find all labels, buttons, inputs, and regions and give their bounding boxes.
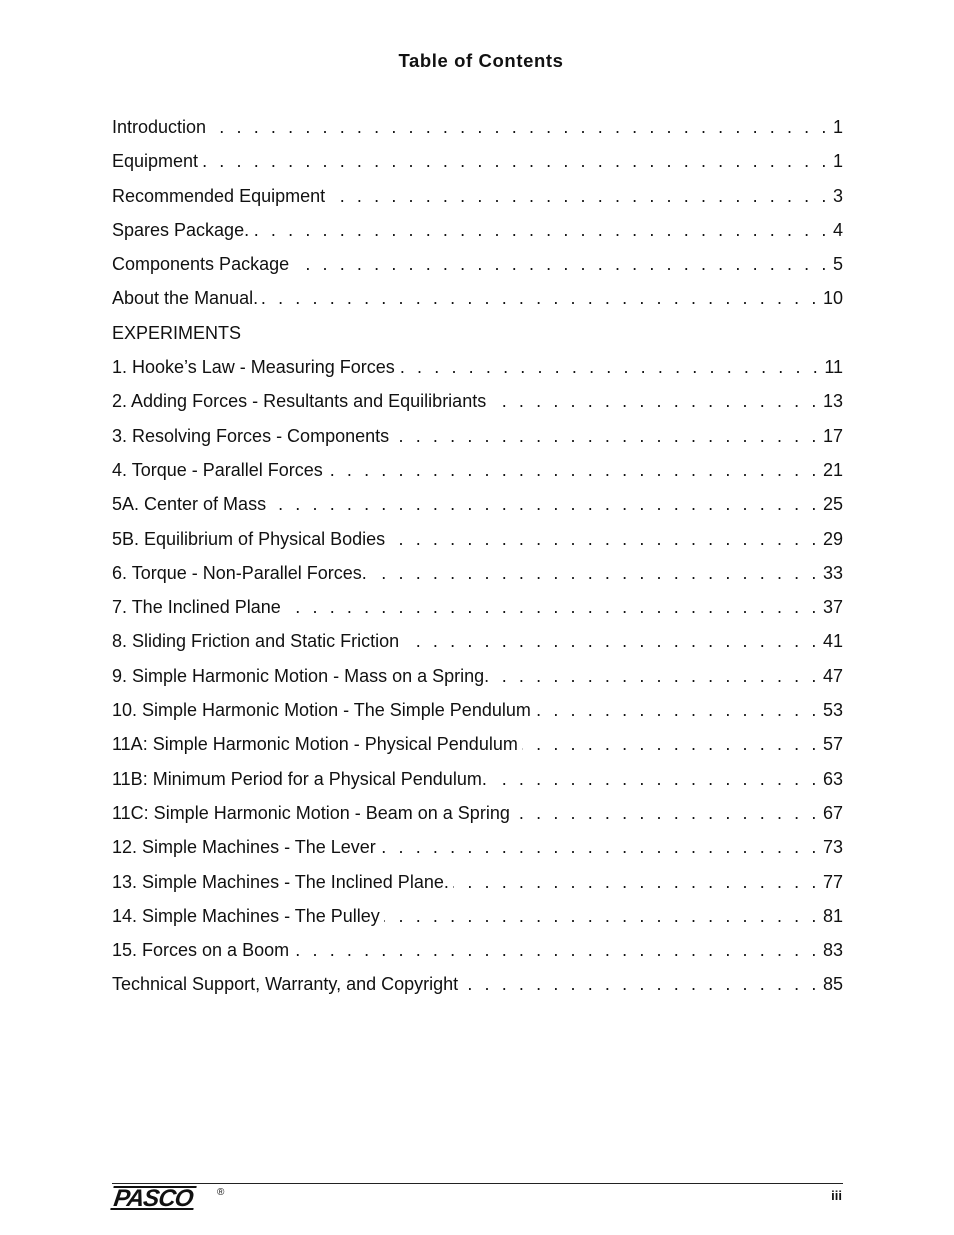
toc-dot-leader (329, 179, 830, 213)
toc-entry (112, 144, 843, 178)
toc-entry (112, 796, 843, 830)
toc-entry (112, 967, 843, 1001)
toc-entry (112, 624, 843, 658)
toc-entry-page: 1 (832, 151, 843, 172)
toc-dot-leader (393, 419, 820, 453)
toc-entry (112, 522, 843, 556)
toc-dot-leader (535, 693, 820, 727)
toc-dot-leader (371, 556, 820, 590)
toc-entry-page: 85 (822, 974, 843, 995)
toc-entry (112, 659, 843, 693)
toc-entry (112, 179, 843, 213)
toc-section-heading (112, 316, 843, 350)
toc-entry-page: 81 (822, 905, 843, 926)
toc-entry (112, 487, 843, 521)
toc-entry-label: Equipment (112, 144, 202, 178)
toc-dot-leader (253, 213, 830, 247)
toc-entry-page: 11 (824, 357, 843, 378)
toc-entry-label: 6. Torque - Non-Parallel Forces. (112, 556, 371, 590)
toc-dot-leader (270, 487, 820, 521)
toc-entry-label: 13. Simple Machines - The Inclined Plane. (112, 865, 453, 899)
toc-dot-leader (453, 865, 820, 899)
toc-entry-page: 77 (822, 871, 843, 892)
toc-entry-label: Introduction (112, 110, 210, 144)
toc-entry-label: Spares Package. (112, 213, 253, 247)
toc-entry (112, 247, 843, 281)
toc-entry-page: 25 (822, 494, 843, 515)
toc-entry (112, 384, 843, 418)
toc-entry-page: 53 (822, 700, 843, 721)
table-of-contents (112, 110, 843, 1002)
toc-entry-label: 11B: Minimum Period for a Physical Pendulum. (112, 762, 491, 796)
toc-dot-leader (380, 830, 820, 864)
toc-entry-page: 63 (822, 768, 843, 789)
toc-dot-leader (202, 144, 830, 178)
toc-dot-leader (293, 247, 830, 281)
toc-entry (112, 933, 843, 967)
toc-entry-page: 10 (822, 288, 843, 309)
toc-entry-page: 57 (822, 734, 843, 755)
toc-entry (112, 281, 843, 315)
toc-dot-leader (522, 727, 820, 761)
toc-dot-leader (262, 281, 820, 315)
toc-dot-leader (490, 384, 820, 418)
toc-entry-page: 29 (822, 528, 843, 549)
toc-dot-leader (403, 624, 820, 658)
toc-entry (112, 213, 843, 247)
footer-rule (112, 1183, 843, 1184)
toc-entry-page: 41 (822, 631, 843, 652)
toc-entry-label: 5B. Equilibrium of Physical Bodies (112, 522, 389, 556)
pasco-logo-text: PASCO (112, 1185, 195, 1212)
toc-entry-page: 37 (822, 597, 843, 618)
toc-entry-label: About the Manual. (112, 281, 262, 315)
toc-entry-label: 12. Simple Machines - The Lever (112, 830, 380, 864)
pasco-logo (112, 1186, 212, 1210)
toc-entry (112, 556, 843, 590)
toc-entry-page: 4 (832, 219, 843, 240)
toc-entry-label: Technical Support, Warranty, and Copyright (112, 967, 462, 1001)
toc-entry-label: Components Package (112, 247, 293, 281)
toc-entry-page: 83 (822, 940, 843, 961)
toc-entry-label: 5A. Center of Mass (112, 487, 270, 521)
toc-dot-leader (384, 899, 820, 933)
toc-entry (112, 419, 843, 453)
toc-entry-label: 11C: Simple Harmonic Motion - Beam on a Spring (112, 796, 514, 830)
toc-entry (112, 693, 843, 727)
toc-dot-leader (285, 590, 820, 624)
toc-dot-leader (327, 453, 820, 487)
toc-entry (112, 350, 843, 384)
toc-dot-leader (491, 762, 820, 796)
toc-entry (112, 110, 843, 144)
toc-entry-page: 33 (822, 562, 843, 583)
toc-entry-label: 9. Simple Harmonic Motion - Mass on a Spring. (112, 659, 493, 693)
toc-entry (112, 899, 843, 933)
toc-entry-label: 2. Adding Forces - Resultants and Equilibriants (112, 384, 490, 418)
toc-entry-page: 21 (822, 459, 843, 480)
toc-entry-label: Recommended Equipment (112, 179, 329, 213)
toc-dot-leader (514, 796, 820, 830)
toc-entry-page: 17 (822, 425, 843, 446)
toc-entry-label: EXPERIMENTS (112, 316, 241, 350)
toc-entry-page: 1 (832, 117, 843, 137)
toc-entry-label: 10. Simple Harmonic Motion - The Simple Pendulum (112, 693, 535, 727)
toc-dot-leader (210, 110, 830, 144)
page-number: iii (831, 1188, 842, 1203)
toc-entry-page: 13 (822, 391, 843, 412)
toc-dot-leader (399, 350, 822, 384)
toc-entry-page: 5 (832, 254, 843, 275)
toc-dot-leader (389, 522, 820, 556)
toc-entry-label: 7. The Inclined Plane (112, 590, 285, 624)
toc-dot-leader (293, 933, 820, 967)
toc-entry-label: 14. Simple Machines - The Pulley (112, 899, 384, 933)
toc-entry (112, 590, 843, 624)
toc-entry-label: 8. Sliding Friction and Static Friction (112, 624, 403, 658)
toc-entry-page: 3 (832, 185, 843, 206)
toc-entry (112, 865, 843, 899)
toc-entry-label: 4. Torque - Parallel Forces (112, 453, 327, 487)
toc-entry-page: 67 (822, 802, 843, 823)
toc-entry-label: 3. Resolving Forces - Components (112, 419, 393, 453)
toc-entry-page: 47 (822, 665, 843, 686)
toc-entry (112, 727, 843, 761)
toc-entry (112, 762, 843, 796)
toc-entry-label: 15. Forces on a Boom (112, 933, 293, 967)
toc-entry-page: 73 (822, 837, 843, 858)
toc-entry (112, 830, 843, 864)
page-title: Table of Contents (398, 50, 564, 71)
toc-entry (112, 453, 843, 487)
registered-mark: ® (217, 1187, 225, 1198)
toc-entry-label: 1. Hooke’s Law - Measuring Forces (112, 350, 399, 384)
toc-entry-label: 11A: Simple Harmonic Motion - Physical Pendulum (112, 727, 522, 761)
toc-dot-leader (493, 659, 820, 693)
toc-dot-leader (462, 967, 820, 1001)
